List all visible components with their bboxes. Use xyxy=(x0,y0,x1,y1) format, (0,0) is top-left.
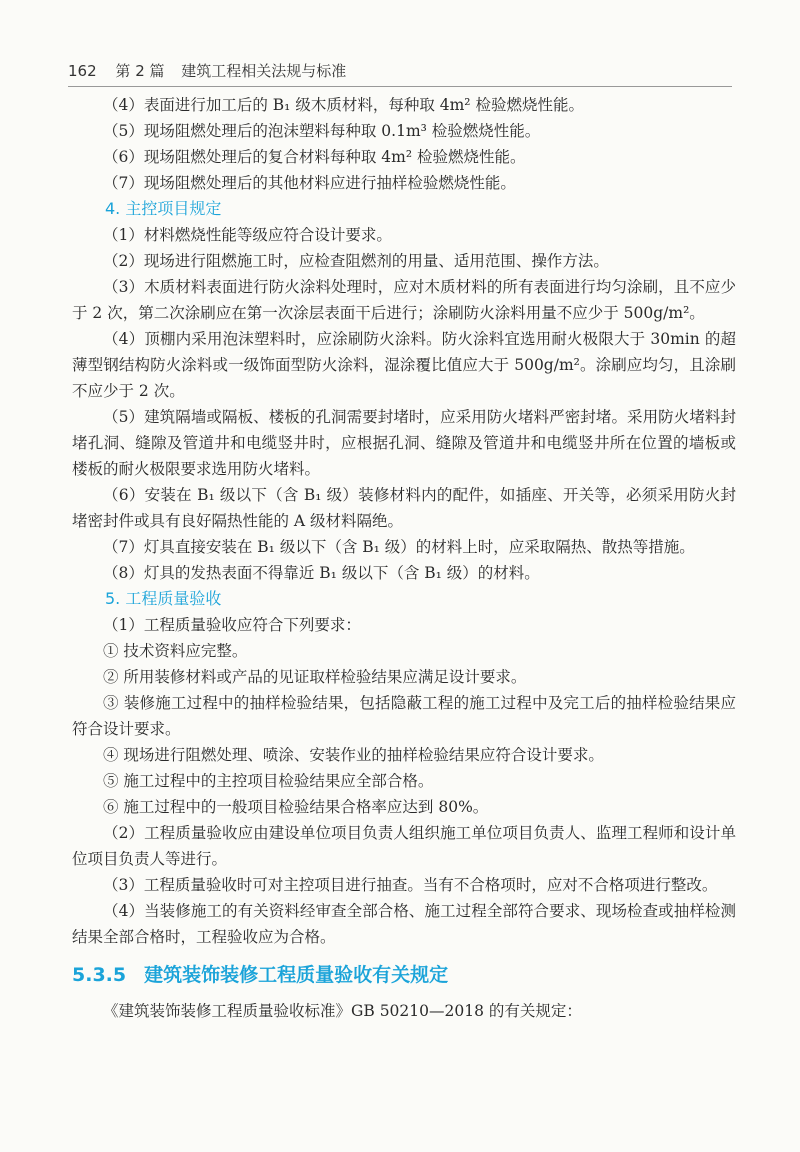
paragraph: （6）安装在 B₁ 级以下（含 B₁ 级）装修材料内的配件，如插座、开关等，必须采用防火封堵密封件或具有良好隔热性能的 A 级材料隔绝。 xyxy=(72,486,736,530)
paragraph: （8）灯具的发热表面不得靠近 B₁ 级以下（含 B₁ 级）的材料。 xyxy=(103,564,540,582)
section-heading: 4. 主控项目规定 xyxy=(105,199,222,218)
paragraph: ③ 装修施工过程中的抽样检验结果，包括隐蔽工程的施工过程中及完工后的抽样检验结果应符合设计要求。 xyxy=(72,694,736,738)
paragraph: ⑥ 施工过程中的一般项目检验结果合格率应达到 80%。 xyxy=(103,798,489,816)
section-heading: 5. 工程质量验收 xyxy=(105,589,222,608)
page-body xyxy=(72,92,736,1024)
paragraph: ① 技术资料应完整。 xyxy=(103,642,248,660)
paragraph: （5）建筑隔墙或隔板、楼板的孔洞需要封堵时，应采用防火堵料严密封堵。采用防火堵料封堵孔洞、缝隙及管道井和电缆竖井时，应根据孔洞、缝隙及管道井和电缆竖井所在位置的墙板或楼板的耐火极限要求选用防火堵料。 xyxy=(72,408,736,478)
running-header xyxy=(68,60,346,81)
paragraph: （1）工程质量验收应符合下列要求： xyxy=(103,616,361,634)
page-number: 162 xyxy=(68,62,97,80)
paragraph: （7）现场阻燃处理后的其他材料应进行抽样检验燃烧性能。 xyxy=(103,174,516,192)
paragraph: （2）现场进行阻燃施工时，应检查阻燃剂的用量、适用范围、操作方法。 xyxy=(103,252,609,270)
paragraph: （4）表面进行加工后的 B₁ 级木质材料，每种取 4m² 检验燃烧性能。 xyxy=(103,96,584,114)
paragraph: ⑤ 施工过程中的主控项目检验结果应全部合格。 xyxy=(103,772,434,790)
paragraph: （5）现场阻燃处理后的泡沫塑料每种取 0.1m³ 检验燃烧性能。 xyxy=(103,122,541,140)
subsection-title: 建筑装饰装修工程质量验收有关规定 xyxy=(144,964,449,986)
paragraph: （3）工程质量验收时可对主控项目进行抽查。当有不合格项时，应对不合格项进行整改。 xyxy=(103,876,718,894)
paragraph: （3）木质材料表面进行防火涂料处理时，应对木质材料的所有表面进行均匀涂刷，且不应少于 2 次，第二次涂刷应在第一次涂层表面干后进行；涂刷防火涂料用量不应少于 500g/m²。 xyxy=(72,278,736,322)
chapter-title: 建筑工程相关法规与标准 xyxy=(181,62,347,80)
paragraph: （6）现场阻燃处理后的复合材料每种取 4m² 检验燃烧性能。 xyxy=(103,148,526,166)
paragraph: ② 所用装修材料或产品的见证取样检验结果应满足设计要求。 xyxy=(103,668,527,686)
paragraph: 《建筑装饰装修工程质量验收标准》GB 50210—2018 的有关规定： xyxy=(103,1002,582,1020)
paragraph: （4）当装修施工的有关资料经审查全部合格、施工过程全部符合要求、现场检查或抽样检测结果全部合格时，工程验收应为合格。 xyxy=(72,902,736,946)
subsection-heading xyxy=(72,960,736,990)
paragraph: （4）顶棚内采用泡沫塑料时，应涂刷防火涂料。防火涂料宜选用耐火极限大于 30min 的超薄型钢结构防火涂料或一级饰面型防火涂料，湿涂覆比值应大于 500g/m²。涂刷应均匀，且涂刷不应少于 2 次。 xyxy=(72,330,736,400)
header-rule xyxy=(68,86,732,87)
paragraph: （1）材料燃烧性能等级应符合设计要求。 xyxy=(103,226,392,244)
paragraph: ④ 现场进行阻燃处理、喷涂、安装作业的抽样检验结果应符合设计要求。 xyxy=(103,746,604,764)
paragraph: （2）工程质量验收应由建设单位项目负责人组织施工单位项目负责人、监理工程师和设计单位项目负责人等进行。 xyxy=(72,824,736,868)
paragraph: （7）灯具直接安装在 B₁ 级以下（含 B₁ 级）的材料上时，应采取隔热、散热等措施。 xyxy=(103,538,695,556)
subsection-number: 5.3.5 xyxy=(72,964,127,986)
chapter-label: 第 2 篇 xyxy=(115,62,165,80)
